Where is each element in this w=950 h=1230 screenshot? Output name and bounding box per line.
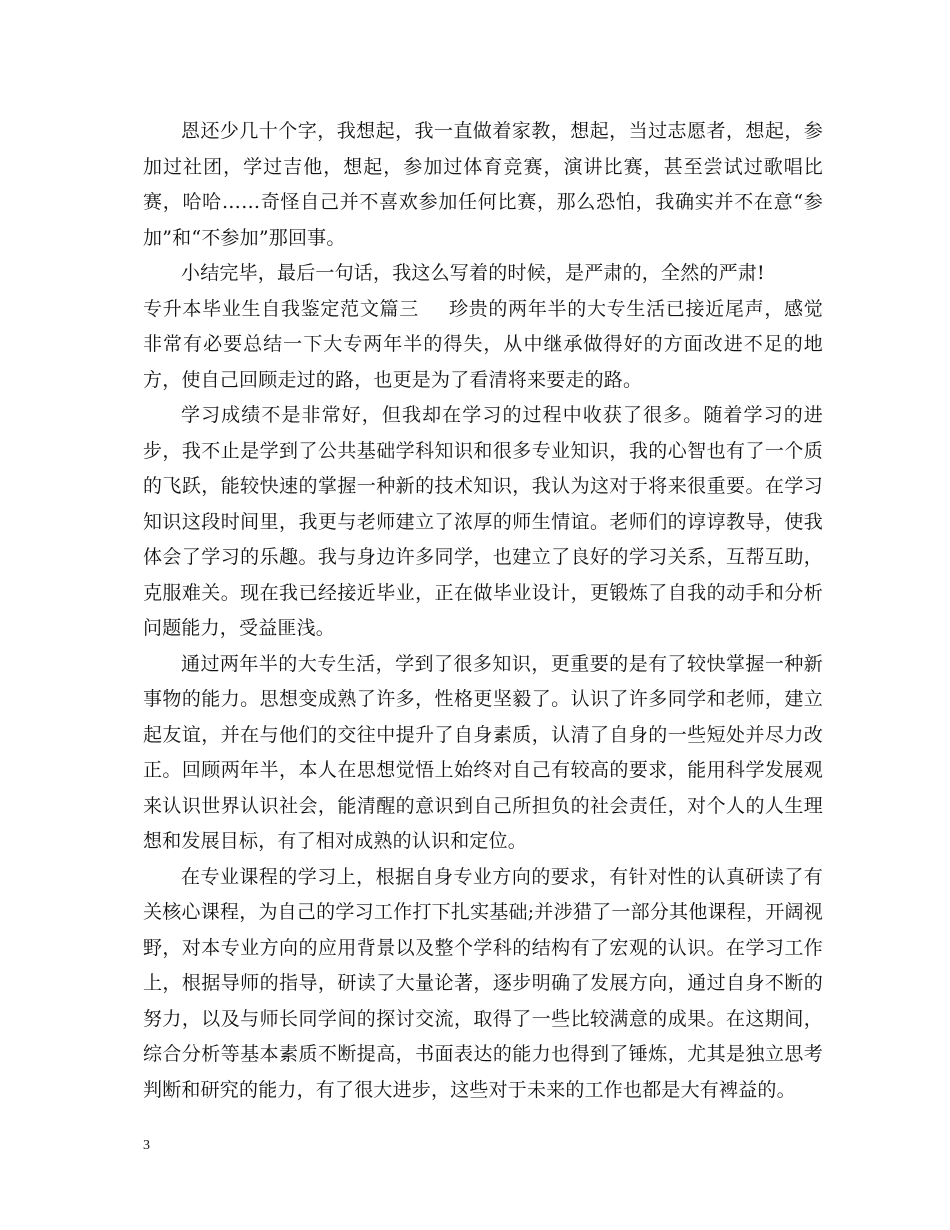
page-number: 3: [143, 1138, 150, 1153]
paragraph-professional-courses: 在专业课程的学习上，根据自身专业方向的要求，有针对性的认真研读了有关核心课程，为自己的学习工作打下扎实基础;并涉猎了一部分其他课程，开阔视野，对本专业方向的应用背景以及整个学科的结构有了宏观的认识。在学习工作上，根据导师的指导，研读了大量论著，逐步明确了发展方向，通过自身不断的努力，以及与师长同学间的探讨交流，取得了一些比较满意的成果。在这期间，综合分析等基本素质不断提高，书面表达的能力也得到了锤炼，尤其是独立思考判断和研究的能力，有了很大进步，这些对于未来的工作也都是大有裨益的。: [143, 865, 823, 1101]
section-heading: 专升本毕业生自我鉴定范文篇三: [143, 297, 419, 320]
paragraph-summary-end: 小结完毕，最后一句话，我这么写着的时候，是严肃的，全然的严肃!: [181, 262, 765, 284]
document-body: [143, 114, 823, 1108]
paragraph-study-results: 学习成绩不是非常好，但我却在学习的过程中收获了很多。随着学习的进步，我不止是学到了公共基础学科知识和很多专业知识，我的心智也有了一个质的飞跃，能较快速的掌握一种新的技术知识，我认为这对于将来很重要。在学习知识这段时间里，我更与老师建立了浓厚的师生情谊。老师们的谆谆教导，使我体会了学习的乐趣。我与身边许多同学，也建立了良好的学习关系，互帮互助，克服难关。现在我已经接近毕业，正在做毕业设计，更锻炼了自我的动手和分析问题能力，受益匪浅。: [143, 404, 823, 639]
paragraph-college-life: 通过两年半的大专生活，学到了很多知识，更重要的是有了较快掌握一种新事物的能力。思想变成熟了许多，性格更坚毅了。认识了许多同学和老师，建立起友谊，并在与他们的交往中提升了自身素质，认清了自身的一些短处并尽力改正。回顾两年半，本人在思想觉悟上始终对自己有较高的要求，能用科学发展观来认识世界认识社会，能清醒的意识到自己所担负的社会责任，对个人的人生理想和发展目标，有了相对成熟的认识和定位。: [143, 652, 823, 852]
paragraph-volunteer: 恩还少几十个字，我想起，我一直做着家教，想起，当过志愿者，想起，参加过社团，学过吉他，想起，参加过体育竞赛，演讲比赛，甚至尝试过歌唱比赛，哈哈……奇怪自己并不喜欢参加任何比赛，那么恐怕，我确实并不在意“参加”和“不参加”那回事。: [143, 120, 823, 249]
section-intro: 珍贵的两年半的大专生活已接近尾声，感觉非常有必要总结一下大专两年半的得失，从中继承做得好的方面改进不足的地方，使自己回顾走过的路，也更是为了看清将来要走的路。: [143, 297, 823, 391]
section-heading-paragraph: [143, 292, 823, 399]
